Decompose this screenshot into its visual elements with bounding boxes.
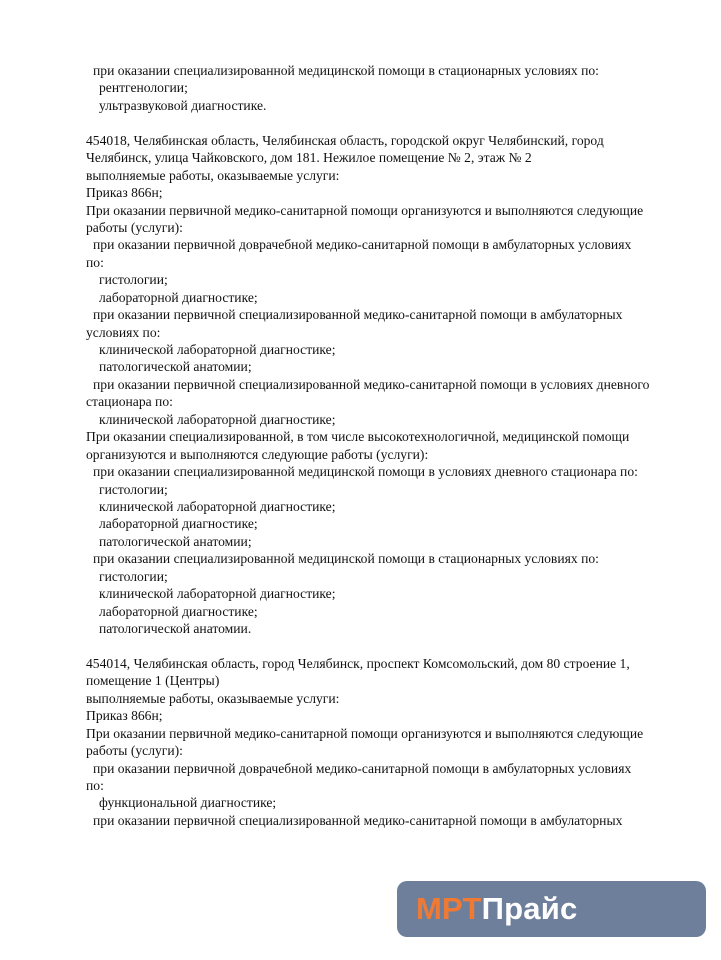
document-body — [0, 62, 721, 829]
text-line: при оказании первичной специализированной медико-санитарной помощи в условиях дневного — [93, 376, 650, 392]
text-line: при оказании специализированной медицинской помощи в стационарных условиях по: — [93, 63, 599, 78]
text-line: гистологии; — [99, 568, 168, 584]
text-line: работы (услуги): — [86, 743, 183, 759]
text-line: по: — [86, 254, 104, 270]
text-line: рентгенологии; — [99, 80, 188, 96]
blank-line — [0, 637, 721, 654]
text-line: при оказании первичной специализированной медико-санитарной помощи в амбулаторных — [93, 812, 623, 828]
text-line: патологической анатомии. — [99, 621, 252, 636]
text-line: лабораторной диагностике; — [99, 289, 258, 305]
text-line: работы (услуги): — [86, 219, 183, 235]
text-line: по: — [86, 777, 104, 793]
text-line: организуются и выполняются следующие работы (услуги): — [86, 446, 429, 462]
text-line: условиях по: — [86, 324, 161, 340]
text-line: Приказ 866н; — [86, 185, 163, 201]
text-line: при оказании первичной специализированной медико-санитарной помощи в амбулаторных — [93, 307, 623, 323]
text-line: При оказании специализированной, в том числе высокотехнологичной, медицинской помощи — [86, 429, 630, 445]
text-line: при оказании первичной доврачебной медико-санитарной помощи в амбулаторных условиях — [93, 760, 632, 776]
text-line: при оказании специализированной медицинской помощи в условиях дневного стационара по: — [93, 464, 638, 480]
brand-logo-part-mrt: МРТ — [416, 891, 482, 926]
text-line: Приказ 866н; — [86, 708, 163, 724]
text-line: 454018, Челябинская область, Челябинская область, городской округ Челябинский, город — [86, 132, 604, 148]
text-line: гистологии; — [99, 272, 168, 288]
blank-line — [0, 114, 721, 131]
text-line: функциональной диагностике; — [99, 795, 277, 811]
text-line: клинической лабораторной диагностике; — [99, 342, 336, 357]
text-line: патологической анатомии; — [99, 533, 252, 549]
text-line: Челябинск, улица Чайковского, дом 181. Нежилое помещение № 2, этаж № 2 — [86, 150, 532, 166]
brand-watermark[interactable] — [397, 881, 706, 937]
brand-logo-part-price: Прайс — [481, 891, 578, 926]
text-line: выполняемые работы, оказываемые услуги: — [86, 167, 340, 183]
text-line: выполняемые работы, оказываемые услуги: — [86, 690, 340, 706]
text-line: при оказании первичной доврачебной медико-санитарной помощи в амбулаторных условиях — [93, 237, 632, 253]
text-line: патологической анатомии; — [99, 359, 252, 375]
brand-logo-text — [416, 891, 577, 927]
text-line: При оказании первичной медико-санитарной помощи организуются и выполняются следующие — [86, 202, 644, 218]
text-line: клинической лабораторной диагностике; — [99, 498, 336, 514]
text-line: гистологии; — [99, 481, 168, 497]
text-line: ультразвуковой диагностике. — [99, 97, 267, 113]
text-line: стационара по: — [86, 394, 173, 410]
text-line: клинической лабораторной диагностике; — [99, 586, 336, 602]
text-line: лабораторной диагностике; — [99, 516, 258, 532]
text-line: При оказании первичной медико-санитарной помощи организуются и выполняются следующие — [86, 725, 644, 741]
text-line: лабораторной диагностике; — [99, 603, 258, 619]
text-line: помещение 1 (Центры) — [86, 673, 220, 689]
text-line: 454014, Челябинская область, город Челябинск, проспект Комсомольский, дом 80 строение 1, — [86, 655, 630, 671]
text-line: при оказании специализированной медицинской помощи в стационарных условиях по: — [93, 551, 599, 567]
text-line: клинической лабораторной диагностике; — [99, 411, 336, 427]
